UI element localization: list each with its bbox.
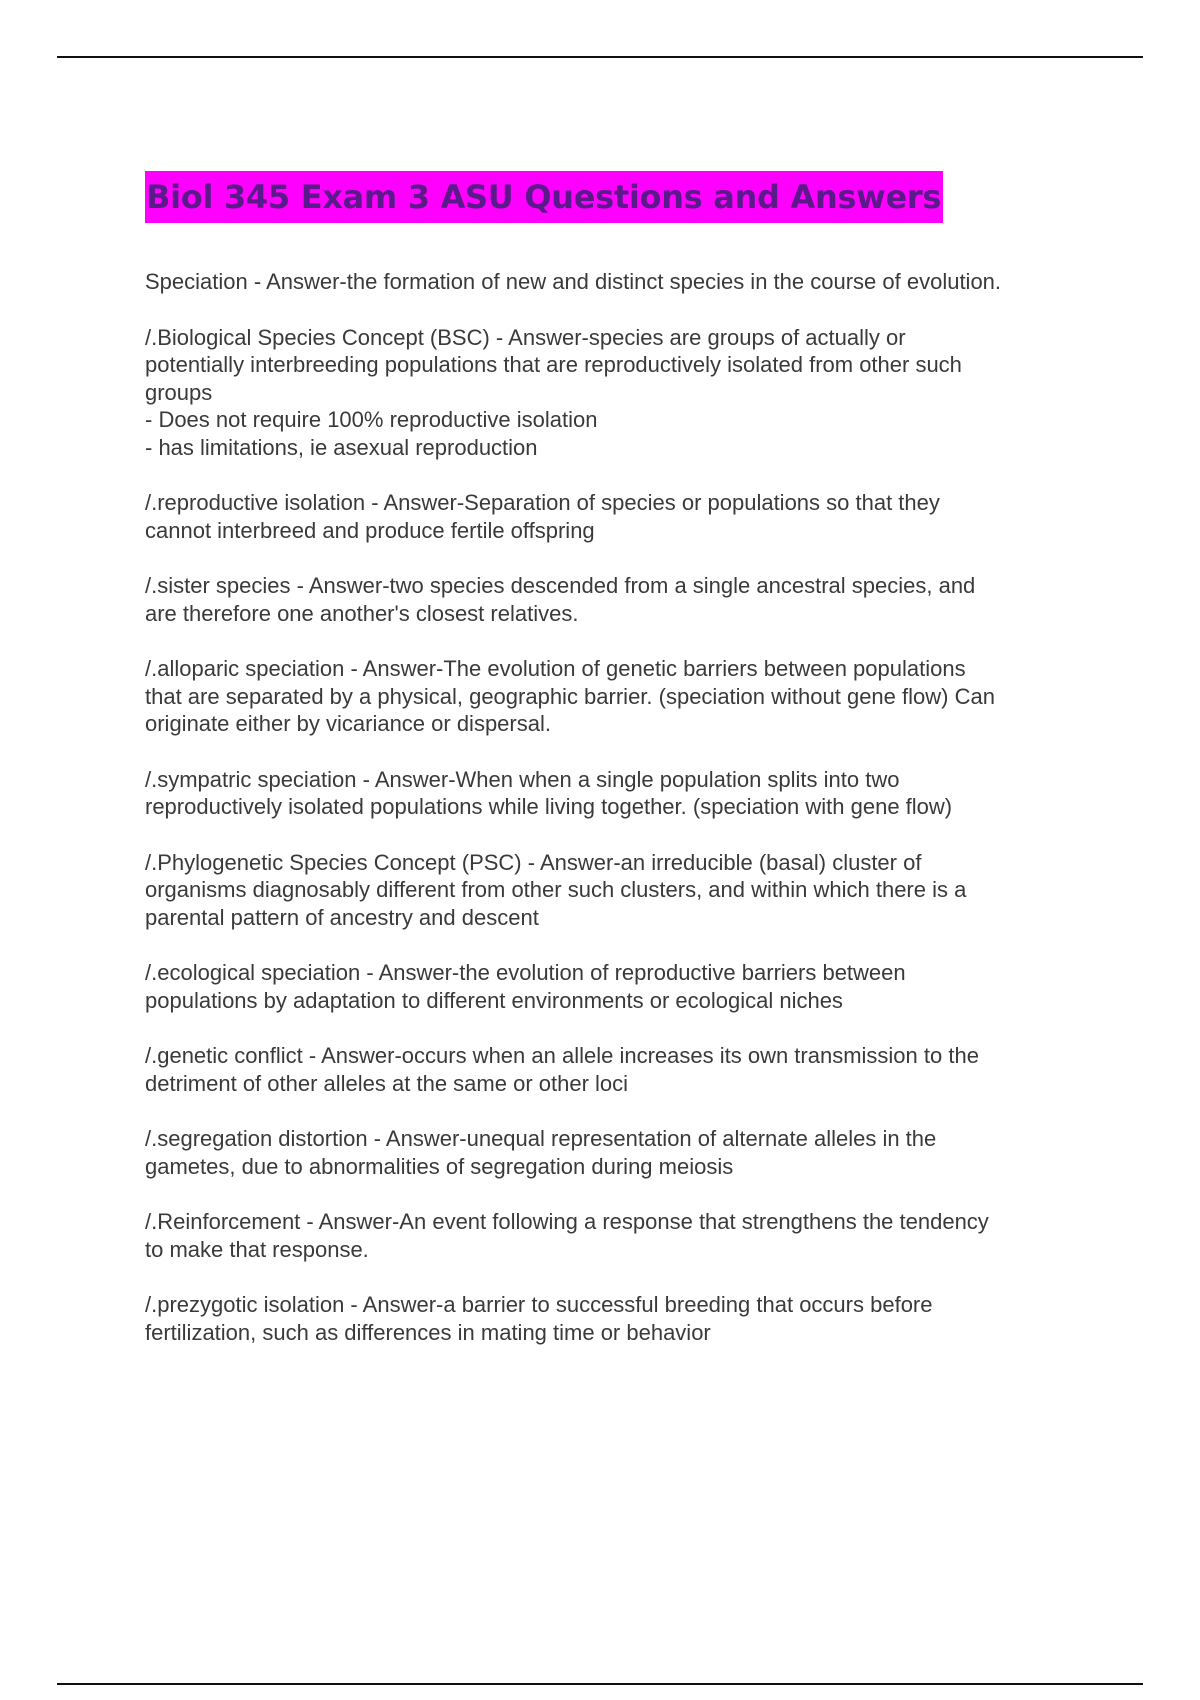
qa-entry — [145, 1208, 1105, 1263]
qa-entry — [145, 268, 1105, 296]
top-rule — [57, 56, 1143, 58]
qa-entry-line: populations by adaptation to different environments or ecological niches — [145, 987, 843, 1013]
qa-entry-line: parental pattern of ancestry and descent — [145, 904, 539, 930]
qa-entry — [145, 849, 1105, 932]
qa-entry — [145, 766, 1105, 821]
title-block — [145, 171, 943, 223]
qa-entry-line: /.prezygotic isolation - Answer-a barrier to successful breeding that occurs before — [145, 1292, 933, 1317]
qa-entry — [145, 1042, 1105, 1097]
qa-entry-line: /.Biological Species Concept (BSC) - Answer-species are groups of actually or — [145, 324, 906, 350]
qa-entry-line: cannot interbreed and produce fertile offspring — [145, 517, 595, 543]
qa-entry-line: fertilization, such as differences in mating time or behavior — [145, 1319, 711, 1345]
qa-entry — [145, 959, 1105, 1014]
qa-entry — [145, 572, 1105, 627]
document-title: Biol 345 Exam 3 ASU Questions and Answers — [145, 171, 943, 223]
qa-entry-line: /.genetic conflict - Answer-occurs when an allele increases its own transmission to the — [145, 1043, 979, 1068]
qa-entry-line: /.sympatric speciation - Answer-When when a single population splits into two — [145, 766, 900, 792]
qa-entry — [145, 655, 1105, 738]
qa-entry-line: /.alloparic speciation - Answer-The evolution of genetic barriers between populations — [145, 656, 966, 681]
qa-entry-line: /.Phylogenetic Species Concept (PSC) - Answer-an irreducible (basal) cluster of — [145, 849, 922, 875]
qa-entry-line: /.segregation distortion - Answer-unequal representation of alternate alleles in the — [145, 1126, 937, 1151]
qa-entry — [145, 1291, 1105, 1346]
qa-entry-line: /.reproductive isolation - Answer-Separation of species or populations so that they — [145, 490, 940, 515]
qa-entry-line: to make that response. — [145, 1236, 369, 1262]
qa-list — [145, 268, 1105, 1374]
qa-entry-line: are therefore one another's closest relatives. — [145, 600, 579, 626]
qa-entry-line: Speciation - Answer-the formation of new and distinct species in the course of evolution. — [145, 269, 1002, 294]
qa-entry — [145, 324, 1105, 462]
qa-entry-line: - Does not require 100% reproductive isolation — [145, 407, 598, 432]
qa-entry-line: organisms diagnosably different from other such clusters, and within which there is a — [145, 877, 967, 902]
qa-entry-line: /.ecological speciation - Answer-the evolution of reproductive barriers between — [145, 960, 906, 985]
qa-entry-line: potentially interbreeding populations that are reproductively isolated from other such — [145, 352, 962, 377]
qa-entry — [145, 489, 1105, 544]
qa-entry-line: groups — [145, 379, 213, 405]
qa-entry-line: reproductively isolated populations while living together. (speciation with gene flow) — [145, 794, 953, 819]
qa-entry-line: originate either by vicariance or dispersal. — [145, 711, 551, 736]
qa-entry-line: /.sister species - Answer-two species descended from a single ancestral species, and — [145, 573, 976, 598]
qa-entry — [145, 1125, 1105, 1180]
qa-entry-line: - has limitations, ie asexual reproduction — [145, 434, 538, 460]
bottom-rule — [57, 1683, 1143, 1685]
qa-entry-line: gametes, due to abnormalities of segregation during meiosis — [145, 1153, 734, 1179]
qa-entry-line: detriment of other alleles at the same or other loci — [145, 1070, 629, 1096]
qa-entry-line: /.Reinforcement - Answer-An event following a response that strengthens the tendency — [145, 1209, 989, 1234]
qa-entry-line: that are separated by a physical, geographic barrier. (speciation without gene flow) Can — [145, 683, 995, 709]
